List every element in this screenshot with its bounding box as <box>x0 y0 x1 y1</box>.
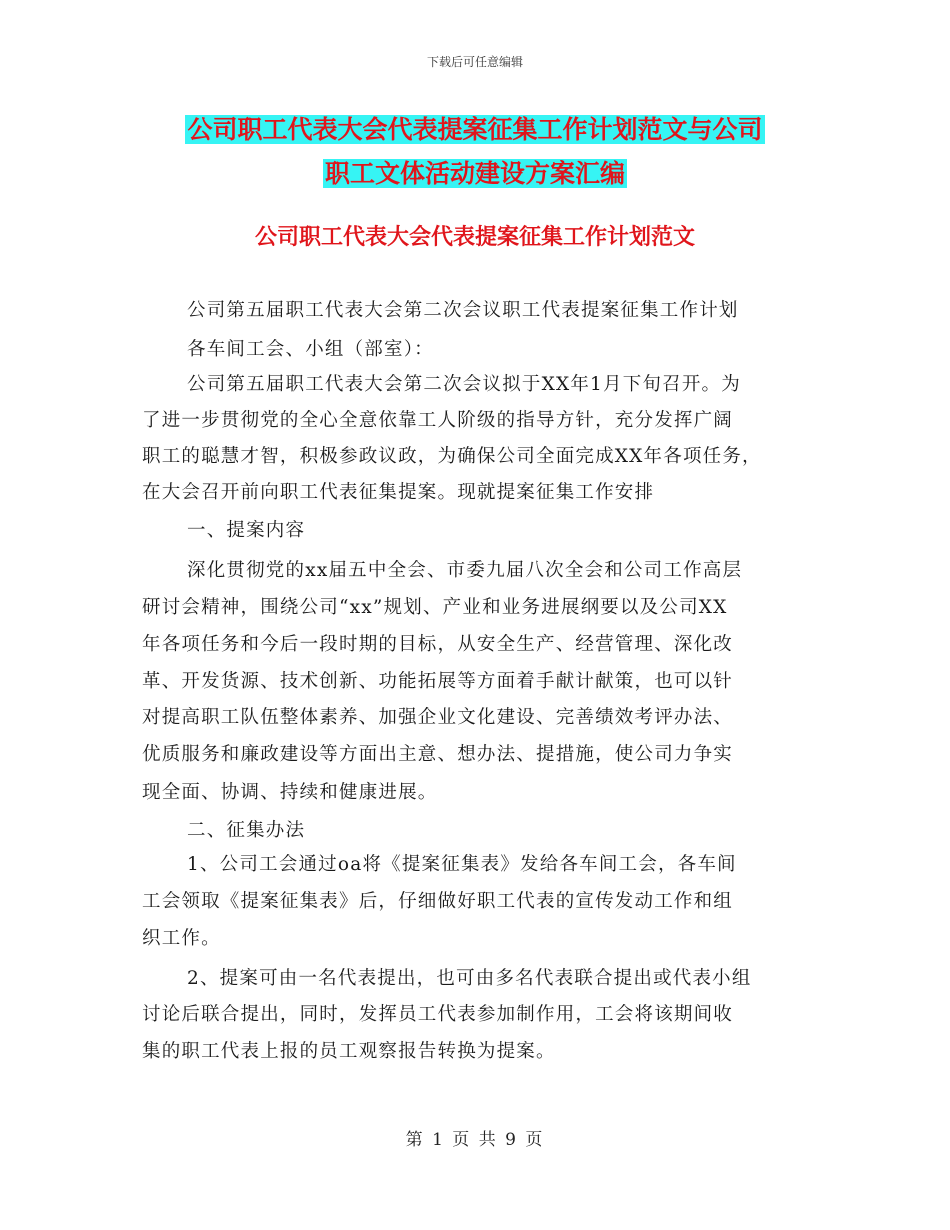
body-line: 各车间工会、小组（部室）： <box>187 339 434 360</box>
body-line: 年各项任务和今后一段时期的目标，从安全生产、经营管理、深化改 <box>142 634 734 655</box>
body-line: 公司第五届职工代表大会第二次会议拟于XX年1月下旬召开。为 <box>187 374 741 395</box>
section-title: 公司职工代表大会代表提案征集工作计划范文 <box>254 224 695 250</box>
body-line: 在大会召开前向职工代表征集提案。现就提案征集工作安排 <box>142 482 655 503</box>
document-title-line-2 <box>0 155 950 193</box>
body-line: 职工的聪慧才智，积极参政议政，为确保公司全面完成XX年各项任务， <box>142 446 762 467</box>
page-number: 第 1 页 共 9 页 <box>405 1130 545 1150</box>
body-line: 集的职工代表上报的员工观察报告转换为提案。 <box>142 1041 556 1062</box>
document-title-text-1: 公司职工代表大会代表提案征集工作计划范文与公司 <box>187 115 763 144</box>
body-line: 深化贯彻党的xx届五中全会、市委九届八次全会和公司工作高层 <box>187 560 743 581</box>
body-line: 对提高职工队伍整体素养、加强企业文化建设、完善绩效考评办法、 <box>142 707 734 728</box>
body-line: 二、征集办法 <box>187 820 306 841</box>
document-title-text-2: 职工文体活动建设方案汇编 <box>324 159 625 188</box>
body-line: 讨论后联合提出，同时，发挥员工代表参加制作用，工会将该期间收 <box>142 1004 734 1025</box>
header-note: 下载后可任意编辑 <box>426 55 523 69</box>
body-line: 现全面、协调、持续和健康进展。 <box>142 782 438 803</box>
body-line: 2、提案可由一名代表提出，也可由多名代表联合提出或代表小组 <box>187 968 752 989</box>
body-line: 优质服务和廉政建设等方面出主意、想办法、提措施，使公司力争实 <box>142 744 734 765</box>
body-line: 公司第五届职工代表大会第二次会议职工代表提案征集工作计划 <box>187 300 739 321</box>
body-line: 革、开发货源、技术创新、功能拓展等方面着手献计献策，也可以针 <box>142 671 734 692</box>
document-title-line-1 <box>0 111 950 149</box>
body-line: 织工作。 <box>142 928 221 949</box>
body-line: 1、公司工会通过oa将《提案征集表》发给各车间工会，各车间 <box>187 854 737 875</box>
body-line: 了进一步贯彻党的全心全意依靠工人阶级的指导方针，充分发挥广阔 <box>142 410 734 431</box>
body-line: 一、提案内容 <box>187 520 306 541</box>
body-line: 研讨会精神，围绕公司“xx”规划、产业和业务进展纲要以及公司XX <box>142 597 728 618</box>
body-line: 工会领取《提案征集表》后，仔细做好职工代表的宣传发动工作和组 <box>142 891 734 912</box>
